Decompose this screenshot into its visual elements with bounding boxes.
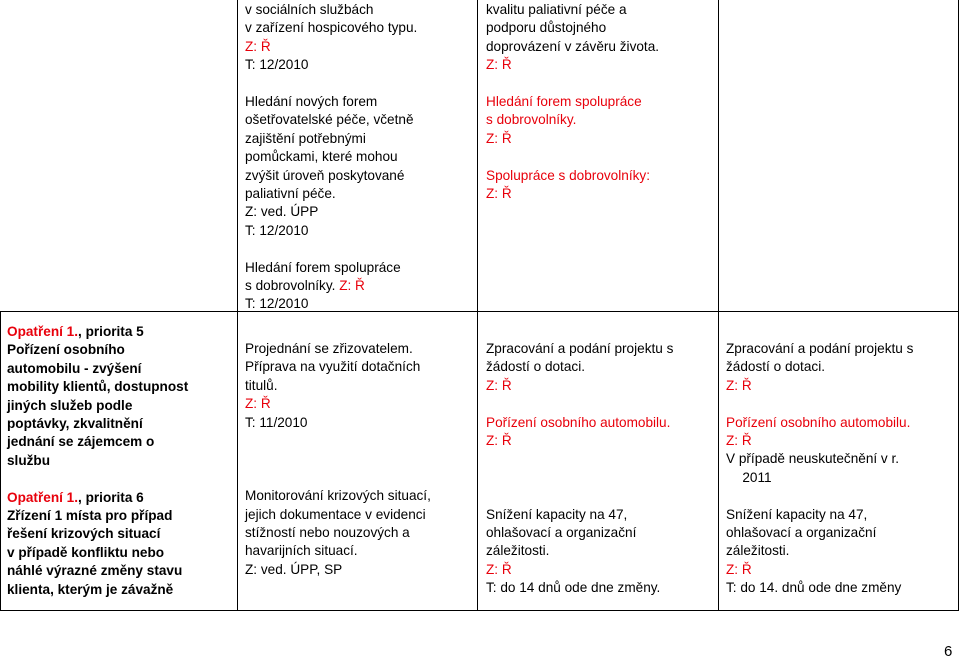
text-line: Pořízení osobního xyxy=(7,342,125,358)
text-line: Příprava na využití dotačních xyxy=(245,359,421,375)
text-line: s dobrovolníky. xyxy=(486,112,577,128)
table-border-right xyxy=(958,0,959,611)
text-line: Zpracování a podání projektu s xyxy=(726,341,914,356)
text-line: ošetřovatelské péče, včetně xyxy=(245,112,414,128)
row2-col2-cell xyxy=(245,340,431,579)
text-line: záležitosti. xyxy=(726,543,790,559)
text-line: v sociálních službách xyxy=(245,2,374,17)
row2-col4-cell xyxy=(726,340,913,598)
text-fragment: s dobrovolníky. xyxy=(245,278,336,294)
text-line: paliativní péče. xyxy=(245,186,336,202)
text-line: záležitosti. xyxy=(486,543,550,559)
text-line: Pořízení osobního automobilu. xyxy=(726,414,911,430)
text-line: Monitorování krizových situací, xyxy=(245,488,431,504)
row1-col3-cell xyxy=(486,1,659,203)
text-line: Projednání se zřizovatelem. xyxy=(245,341,413,356)
deadline-label: T: 12/2010 xyxy=(245,57,309,73)
column-divider-1 xyxy=(237,0,238,611)
deadline-label: T: do 14 dnů ode dne změny. xyxy=(486,580,661,596)
text-line: podporu důstojného xyxy=(486,20,607,36)
text-line: Spolupráce s dobrovolníky: xyxy=(486,167,650,183)
responsible-label: Z: Ř xyxy=(726,433,752,449)
text-line: Snížení kapacity na 47, xyxy=(726,506,868,522)
responsible-label: Z: Ř xyxy=(486,130,512,146)
text-line: žádostí o dotaci. xyxy=(486,359,585,375)
text-line: řešení krizových situací xyxy=(7,526,161,542)
text-line: službu xyxy=(7,452,51,468)
deadline-label: T: 12/2010 xyxy=(245,222,309,238)
text-line: Hledání forem spolupráce xyxy=(486,94,642,110)
measure-priority: , priorita 6 xyxy=(78,489,144,505)
row-divider xyxy=(0,311,959,312)
row2-col1-cell xyxy=(7,323,188,599)
responsible-label: Z: Ř xyxy=(486,377,512,393)
text-line: v případě konfliktu nebo xyxy=(7,544,165,560)
row1-col2-cell xyxy=(245,1,417,314)
text-line: automobilu - zvýšení xyxy=(7,360,142,376)
responsible-label: Z: Ř xyxy=(486,186,512,202)
text-line: havarijních situací. xyxy=(245,543,358,559)
text-line: Pořízení osobního automobilu. xyxy=(486,414,671,430)
responsible-label: Z: Ř xyxy=(245,38,271,54)
text-line: v zařízení hospicového typu. xyxy=(245,20,418,36)
table-border-bottom xyxy=(0,610,959,611)
text-line: jejich dokumentace v evidenci xyxy=(245,506,426,522)
text-line: Zřízení 1 místa pro případ xyxy=(7,508,173,524)
text-line: mobility klientů, dostupnost xyxy=(7,379,189,395)
deadline-label: T: 11/2010 xyxy=(245,414,308,430)
measure-priority: , priorita 5 xyxy=(78,324,144,339)
text-line: ohlašovací a organizační xyxy=(726,525,877,541)
responsible-label: Z: Ř xyxy=(245,396,271,412)
text-line: žádostí o dotaci. xyxy=(726,359,825,375)
responsible-label: Z: ved. ÚPP xyxy=(245,204,319,220)
text-line: pomůckami, které mohou xyxy=(245,149,398,165)
text-line: titulů. xyxy=(245,377,278,393)
table-border-left-row2 xyxy=(0,311,1,611)
responsible-label: Z: Ř xyxy=(486,561,512,577)
text-line: jiných služeb podle xyxy=(7,397,133,413)
text-line xyxy=(245,277,417,295)
measure-id: Opatření 1. xyxy=(7,324,79,339)
text-line: Zpracování a podání projektu s xyxy=(486,341,674,356)
page-number: 6 xyxy=(944,643,953,660)
responsible-label: Z: Ř xyxy=(486,433,512,449)
text-line: ohlašovací a organizační xyxy=(486,525,637,540)
text-line: doprovázení v závěru života. xyxy=(486,38,660,54)
deadline-label: T: 12/2010 xyxy=(245,296,309,312)
deadline-label: T: do 14. dnů ode dne změny xyxy=(726,580,902,596)
text-line: klienta, kterým je závažně xyxy=(7,581,174,597)
text-line: stížností nebo nouzových a xyxy=(245,525,410,541)
measure-id: Opatření 1. xyxy=(7,489,79,505)
text-line: Hledání nových forem xyxy=(245,94,378,110)
column-divider-2 xyxy=(477,0,478,611)
text-line: náhlé výrazné změny stavu xyxy=(7,563,183,579)
text-line: poptávky, zkvalitnění xyxy=(7,416,143,432)
column-divider-3 xyxy=(718,0,719,611)
responsible-label: Z: Ř xyxy=(339,278,365,294)
text-line: jednání se zájemcem o xyxy=(7,434,155,450)
responsible-label: Z: Ř xyxy=(726,377,752,393)
responsible-label: Z: Ř xyxy=(486,57,512,73)
year-line: 2011 xyxy=(742,469,772,485)
text-line: zvýšit úroveň poskytované xyxy=(245,167,405,183)
text-line: Hledání forem spolupráce xyxy=(245,259,401,275)
text-line: kvalitu paliativní péče a xyxy=(486,2,627,17)
measure-heading xyxy=(7,323,188,341)
text-line: Snížení kapacity na 47, xyxy=(486,506,628,522)
text-line: zajištění potřebnými xyxy=(245,130,366,146)
row2-col3-cell xyxy=(486,340,673,598)
responsible-label: Z: Ř xyxy=(726,561,752,577)
measure-heading xyxy=(7,489,188,507)
text-line: V případě neuskutečnění v r. xyxy=(726,451,900,467)
responsible-label: Z: ved. ÚPP, SP xyxy=(245,561,343,577)
